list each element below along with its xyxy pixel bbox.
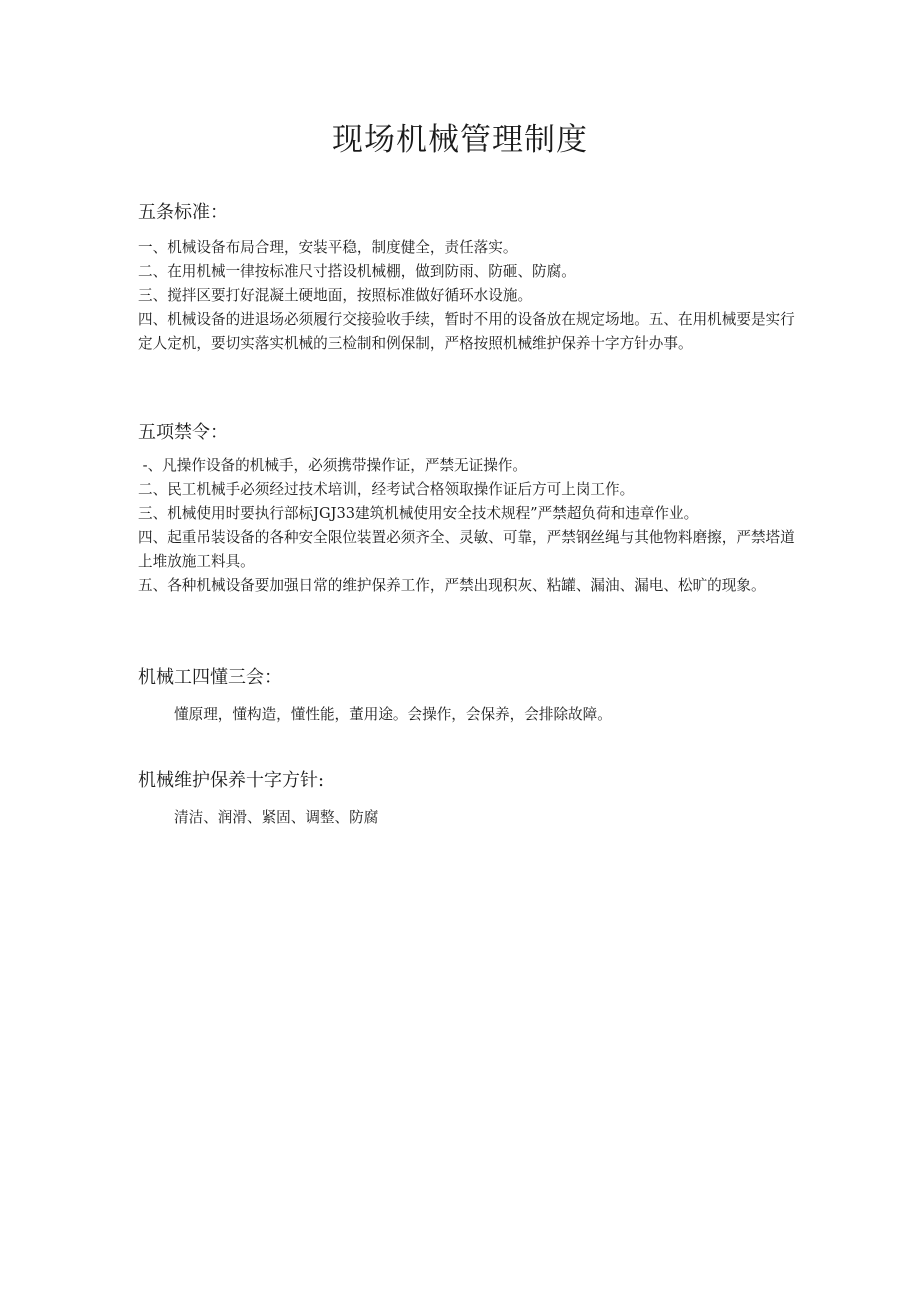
section-four-understandings: [138, 665, 798, 727]
paragraph: 四、机械设备的进退场必须履行交接验收手续，暂时不用的设备放在规定场地。五、在用机械要是实行定人定机，要切实落实机械的三检制和例保制，严格按照机械维护保养十字方针办事。: [138, 311, 795, 352]
paragraph: 清洁、润滑、紧固、调整、防腐: [174, 809, 379, 826]
section-heading: 机械工四懂三会：: [138, 667, 282, 688]
section-body: [138, 454, 798, 598]
section-maintenance-guideline: [138, 768, 798, 830]
paragraph: 二、在用机械一律按标准尺寸搭设机械棚，做到防雨、防砸、防腐。: [138, 263, 576, 280]
section-heading: 五条标准：: [138, 202, 228, 223]
section-heading: 机械维护保养十字方针:: [138, 770, 325, 791]
section-body: [138, 703, 798, 727]
paragraph: 一、机械设备布局合理，安装平稳，制度健全，责任落实。: [138, 239, 518, 256]
paragraph: 四、起重吊装设备的各种安全限位装置必须齐全、灵敏、可靠，严禁钢丝绳与其他物料磨擦，严禁塔道上堆放施工料具。: [138, 529, 795, 570]
paragraph: 二、民工机械手必须经过技术培训，经考试合格领取操作证后方可上岗工作。: [138, 481, 635, 498]
paragraph: 懂原理，懂构造，懂性能，董用途。会操作，会保养，会排除故障。: [174, 706, 612, 723]
section-heading: 五项禁令：: [138, 422, 228, 443]
document-title: 现场机械管理制度: [332, 122, 588, 158]
paragraph: 三、搅拌区要打好混凝土硬地面，按照标准做好循环水设施。: [138, 287, 533, 304]
paragraph: -、凡操作设备的机械手，必须携带操作证，严禁无证操作。: [138, 457, 528, 474]
section-body: [138, 806, 798, 830]
paragraph: 五、各种机械设备要加强日常的维护保养工作，严禁出现积灰、粘罐、漏油、漏电、松旷的现象。: [138, 577, 766, 594]
section-five-standards: [138, 200, 798, 356]
paragraph: 三、机械使用时要执行部标JGJ33建筑机械使用安全技术规程”严禁超负荷和违章作业。: [138, 505, 699, 522]
section-body: [138, 236, 798, 356]
section-five-prohibitions: [138, 420, 798, 598]
